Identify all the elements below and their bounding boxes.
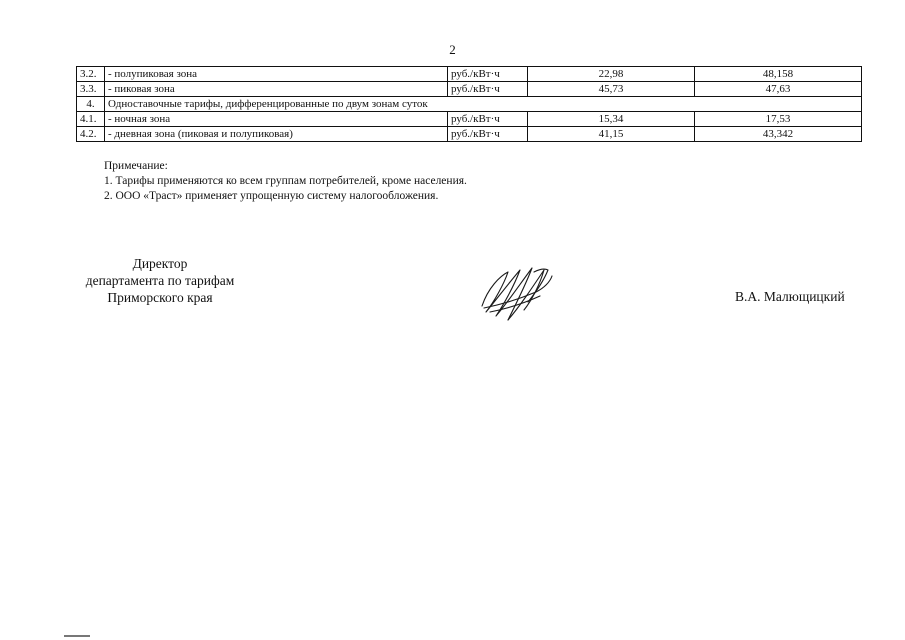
signer-title-line: Директор <box>132 256 188 271</box>
row-value-2: 43,342 <box>695 127 862 142</box>
row-unit: руб./кВт·ч <box>448 67 528 82</box>
row-value-2: 48,158 <box>695 67 862 82</box>
row-name: - пиковая зона <box>105 82 448 97</box>
table-row <box>77 112 862 127</box>
tariff-table <box>76 66 862 142</box>
scan-edge-mark <box>64 635 90 637</box>
row-name: - дневная зона (пиковая и полупиковая) <box>105 127 448 142</box>
row-value-1: 45,73 <box>528 82 695 97</box>
section-title: Одноставочные тарифы, дифференцированные по двум зонам суток <box>105 97 862 112</box>
notes-heading: Примечание: <box>104 160 168 172</box>
signer-title <box>70 255 250 306</box>
row-value-2: 17,53 <box>695 112 862 127</box>
row-value-1: 41,15 <box>528 127 695 142</box>
table-section-row <box>77 97 862 112</box>
note-item: 1. Тарифы применяются ко всем группам потребителей, кроме населения. <box>104 175 467 187</box>
row-number: 3.2. <box>77 67 105 82</box>
row-unit: руб./кВт·ч <box>448 127 528 142</box>
signer-title-line: Приморского края <box>107 290 213 305</box>
note-item: 2. ООО «Траст» применяет упрощенную систему налогообложения. <box>104 190 439 202</box>
row-number: 4.1. <box>77 112 105 127</box>
row-value-1: 15,34 <box>528 112 695 127</box>
signer-name: В.А. Малющицкий <box>735 289 845 304</box>
table-row <box>77 82 862 97</box>
row-unit: руб./кВт·ч <box>448 112 528 127</box>
signer-title-line: департамента по тарифам <box>85 273 235 288</box>
table-row <box>77 67 862 82</box>
row-value-2: 47,63 <box>695 82 862 97</box>
row-name: - полупиковая зона <box>105 67 448 82</box>
row-number: 4.2. <box>77 127 105 142</box>
handwritten-signature <box>478 262 556 324</box>
page-number: 2 <box>449 42 456 57</box>
row-unit: руб./кВт·ч <box>448 82 528 97</box>
row-number: 3.3. <box>77 82 105 97</box>
row-value-1: 22,98 <box>528 67 695 82</box>
row-name: - ночная зона <box>105 112 448 127</box>
row-number: 4. <box>77 97 105 112</box>
notes-block <box>104 159 467 204</box>
table-row <box>77 127 862 142</box>
